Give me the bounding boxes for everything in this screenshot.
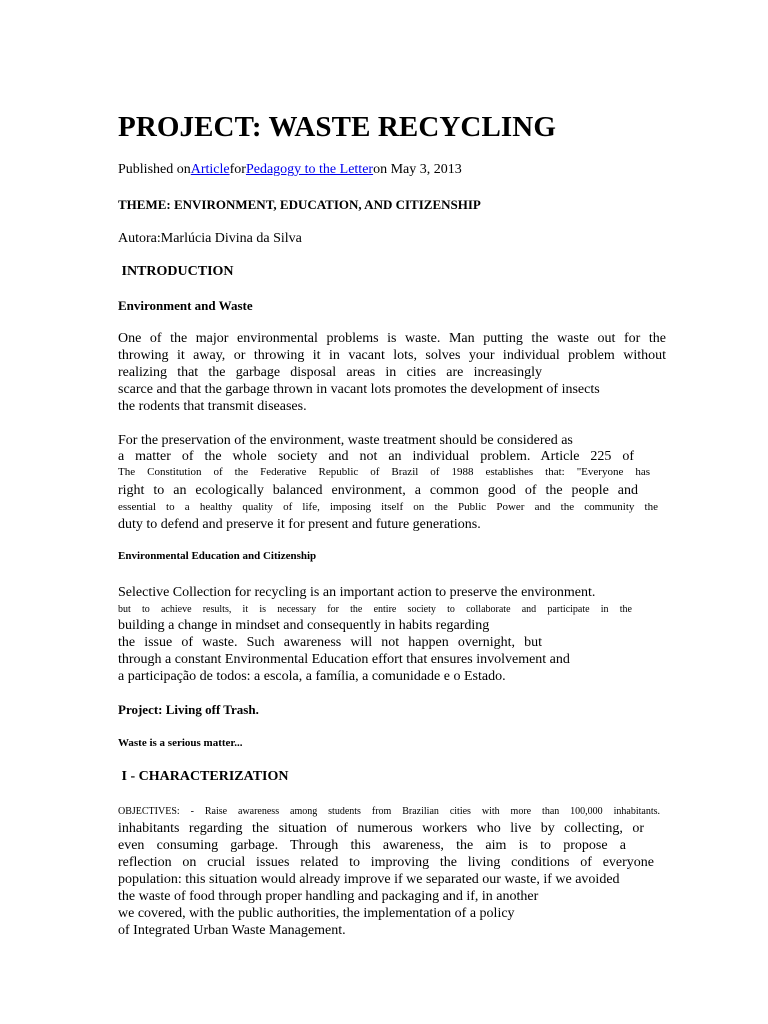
waste-serious-heading: Waste is a serious matter... xyxy=(118,737,243,749)
text-line: building a change in mindset and consequently in habits regarding xyxy=(118,618,490,633)
environmental-education-heading: Environmental Education and Citizenship xyxy=(118,550,317,562)
publication-line xyxy=(118,162,462,178)
article-link[interactable]: Article xyxy=(190,162,230,177)
text-line: reflection on crucial issues related to improving the living conditions of everyone xyxy=(118,855,654,870)
pedagogy-link[interactable]: Pedagogy to the Letter xyxy=(245,162,374,177)
text-line: the issue of waste. Such awareness will not happen overnight, but xyxy=(118,635,542,650)
published-date: on May 3, 2013 xyxy=(373,162,462,177)
project-heading: Project: Living off Trash. xyxy=(118,702,259,717)
author-line: Autora:Marlúcia Divina da Silva xyxy=(118,231,302,246)
page-title: PROJECT: WASTE RECYCLING xyxy=(118,111,557,143)
text-line: throwing it away, or throwing it in vacant lots, solves your individual problem without xyxy=(118,348,666,363)
text-line: of Integrated Urban Waste Management. xyxy=(118,923,346,938)
text-line: even consuming garbage. Through this awareness, the aim is to propose a xyxy=(118,838,626,853)
text-line: Selective Collection for recycling is an important action to preserve the environment. xyxy=(118,585,596,600)
text-line: inhabitants regarding the situation of numerous workers who live by collecting, or xyxy=(118,821,644,836)
text-line: The Constitution of the Federative Republic of Brazil of 1988 establishes that: "Everyone has xyxy=(118,466,650,478)
text-line: essential to a healthy quality of life, imposing itself on the Public Power and the community the xyxy=(118,501,658,513)
environment-waste-heading: Environment and Waste xyxy=(118,298,253,313)
introduction-heading: INTRODUCTION xyxy=(118,264,234,279)
text-line: the waste of food through proper handling and packaging and if, in another xyxy=(118,889,539,904)
text-line: realizing that the garbage disposal areas in cities are increasingly xyxy=(118,365,542,380)
text-line: the rodents that transmit diseases. xyxy=(118,399,307,414)
published-middle: for xyxy=(229,162,246,177)
text-line: a matter of the whole society and not an individual problem. Article 225 of xyxy=(118,449,634,464)
text-line: duty to defend and preserve it for present and future generations. xyxy=(118,517,481,532)
text-line: right to an ecologically balanced environment, a common good of the people and xyxy=(118,483,638,498)
published-prefix: Published on xyxy=(118,162,191,177)
text-line: but to achieve results, it is necessary for the entire society to collaborate and participate in the xyxy=(118,604,632,615)
text-line: One of the major environmental problems is waste. Man putting the waste out for the xyxy=(118,331,666,346)
text-line: population: this situation would already improve if we separated our waste, if we avoided xyxy=(118,872,620,887)
text-line: we covered, with the public authorities, the implementation of a policy xyxy=(118,906,515,921)
text-line: through a constant Environmental Education effort that ensures involvement and xyxy=(118,652,570,667)
theme-heading: THEME: ENVIRONMENT, EDUCATION, AND CITIZENSHIP xyxy=(118,197,481,212)
text-line: a participação de todos: a escola, a família, a comunidade e o Estado. xyxy=(118,669,506,684)
text-line: For the preservation of the environment, waste treatment should be considered as xyxy=(118,433,573,448)
text-line: OBJECTIVES: - Raise awareness among students from Brazilian cities with more than 100,000 inhabitants. xyxy=(118,806,660,817)
text-line: scarce and that the garbage thrown in vacant lots promotes the development of insects xyxy=(118,382,600,397)
characterization-heading: I - CHARACTERIZATION xyxy=(118,769,289,784)
